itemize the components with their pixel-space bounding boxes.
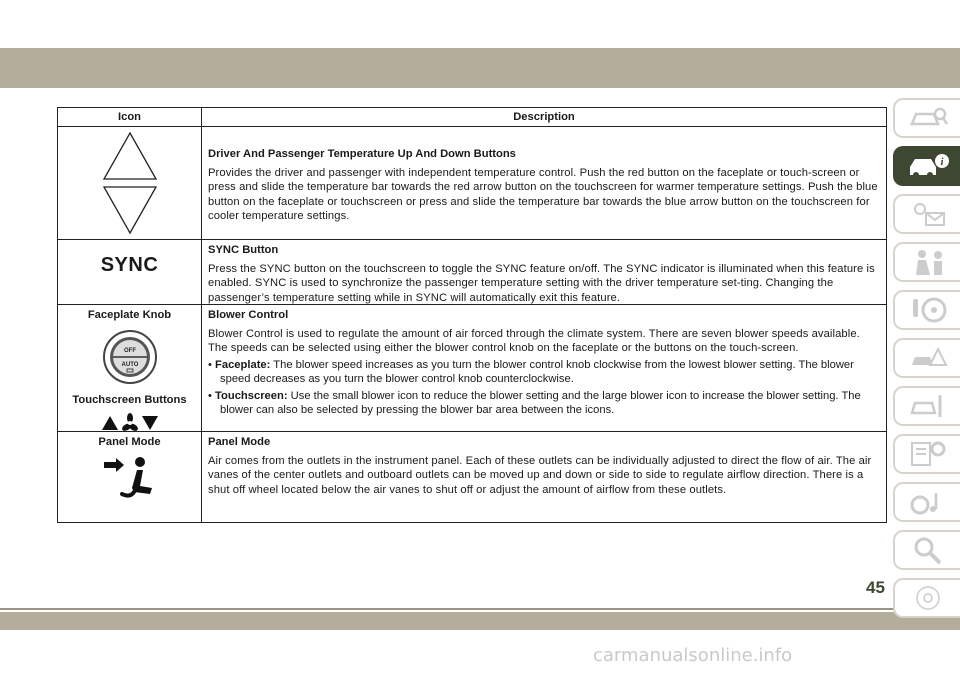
table-row bbox=[58, 126, 886, 239]
row-text: Press the SYNC button on the touchscreen to toggle the SYNC feature on/off. The SYNC indicator is illuminated when this feature is enabled. SYNC is used to synchronize the passenger temperature setting with the driver temperature set-ting. Changing the passenger’s temperature setting while in SYNC will automatically exit this feature. bbox=[208, 262, 875, 304]
table-header-row bbox=[58, 108, 886, 126]
temperature-icon-cell bbox=[58, 127, 202, 239]
row-title: Driver And Passenger Temperature Up And Down Buttons bbox=[208, 148, 516, 160]
bullet-touchscreen: • Touchscreen: Use the small blower icon to reduce the blower setting and the large blower icon to increase the blower setting. The blower can also be selected by pressing the blower bar area between the icons. bbox=[208, 389, 861, 416]
warning-light-message-icon[interactable] bbox=[893, 194, 960, 234]
car-magnifier-icon[interactable] bbox=[893, 98, 960, 138]
bullet-text: Use the small blower icon to reduce the blower setting and the large blower icon to increase the blower setting. The blower can also be selected by pressing the blower bar area between the icons. bbox=[220, 389, 861, 416]
chapter-tabs bbox=[893, 98, 960, 626]
bullet-label: Touchscreen: bbox=[215, 389, 288, 402]
panel-mode-icon bbox=[100, 452, 160, 507]
car-hazard-icon[interactable] bbox=[893, 338, 960, 378]
panel-mode-label: Panel Mode bbox=[98, 436, 161, 448]
index-search-icon[interactable] bbox=[893, 530, 960, 570]
row-text: Air comes from the outlets in the instrument panel. Each of these outlets can be individually adjusted to direct the flow of air. The air vanes of the center outlets and outboard outlets can be moved up and down or side to side to regulate airflow direction. There is a shut off wheel located below the air vanes to shut off or adjust the amount of airflow from these outlets. bbox=[208, 454, 872, 496]
row-text: Provides the driver and passenger with independent temperature control. Push the red button on the faceplate or touch-screen or press and slide the temperature bar towards the red arrow button on the touchscreen for warmer temperature settings. Push the blue button on the faceplate or touchscreen or press and slide the temperature bar towards the blue arrow button on the touchscreen for cooler temperature settings. bbox=[208, 166, 878, 222]
page-number: 45 bbox=[866, 578, 885, 597]
sync-icon: SYNC bbox=[100, 254, 159, 276]
blower-knob-icon bbox=[100, 327, 160, 387]
specifications-gear-icon[interactable] bbox=[893, 434, 960, 474]
faceplate-knob-label: Faceplate Knob bbox=[87, 309, 172, 321]
header-band bbox=[0, 48, 960, 88]
temperature-arrows-icon bbox=[100, 127, 160, 237]
car-info-icon[interactable] bbox=[893, 146, 960, 186]
header-icon: Icon bbox=[58, 108, 202, 126]
seatbelt-airbag-icon[interactable] bbox=[893, 242, 960, 282]
watermark: carmanualsonline.info bbox=[593, 645, 793, 666]
car-wrench-icon[interactable] bbox=[893, 386, 960, 426]
climate-controls-table bbox=[57, 107, 887, 523]
bullet-text: The blower speed increases as you turn the blower control knob clockwise from the lowest blower setting. The blower speed decreases as you turn the blower control knob counterclockwise. bbox=[220, 358, 854, 385]
alphabet-index-icon[interactable] bbox=[893, 578, 960, 618]
knob-auto-label: AUTO bbox=[121, 361, 138, 368]
knob-off-label: OFF bbox=[123, 347, 136, 354]
table-row bbox=[58, 239, 886, 304]
bullet-faceplate: • Faceplate: The blower speed increases as you turn the blower control knob clockwise from the lowest blower setting. The blower speed decreases as you turn the blower control knob counterclockwise. bbox=[208, 358, 854, 385]
touchscreen-buttons-label: Touchscreen Buttons bbox=[72, 394, 187, 406]
row-title: Blower Control bbox=[208, 309, 289, 321]
bullet-label: Faceplate: bbox=[215, 358, 271, 371]
blower-buttons-icon bbox=[100, 412, 160, 434]
panel-mode-icon-cell bbox=[58, 432, 202, 522]
footer-band bbox=[0, 612, 960, 630]
row-title: Panel Mode bbox=[208, 436, 271, 448]
sync-icon-cell bbox=[58, 240, 202, 304]
key-steering-wheel-icon[interactable] bbox=[893, 290, 960, 330]
blower-icon-cell bbox=[58, 305, 202, 431]
footer-line bbox=[0, 608, 960, 610]
table-row bbox=[58, 431, 886, 522]
svg-text:i: i bbox=[939, 156, 944, 168]
row-title: SYNC Button bbox=[208, 244, 279, 256]
table-row bbox=[58, 304, 886, 431]
row-text: Blower Control is used to regulate the amount of air forced through the climate system. There are seven blower speeds available. The speeds can be selected using either the blower control knob on the faceplate or the buttons on the touch-screen. bbox=[208, 327, 860, 354]
multimedia-music-icon[interactable] bbox=[893, 482, 960, 522]
header-description: Description bbox=[513, 111, 575, 123]
